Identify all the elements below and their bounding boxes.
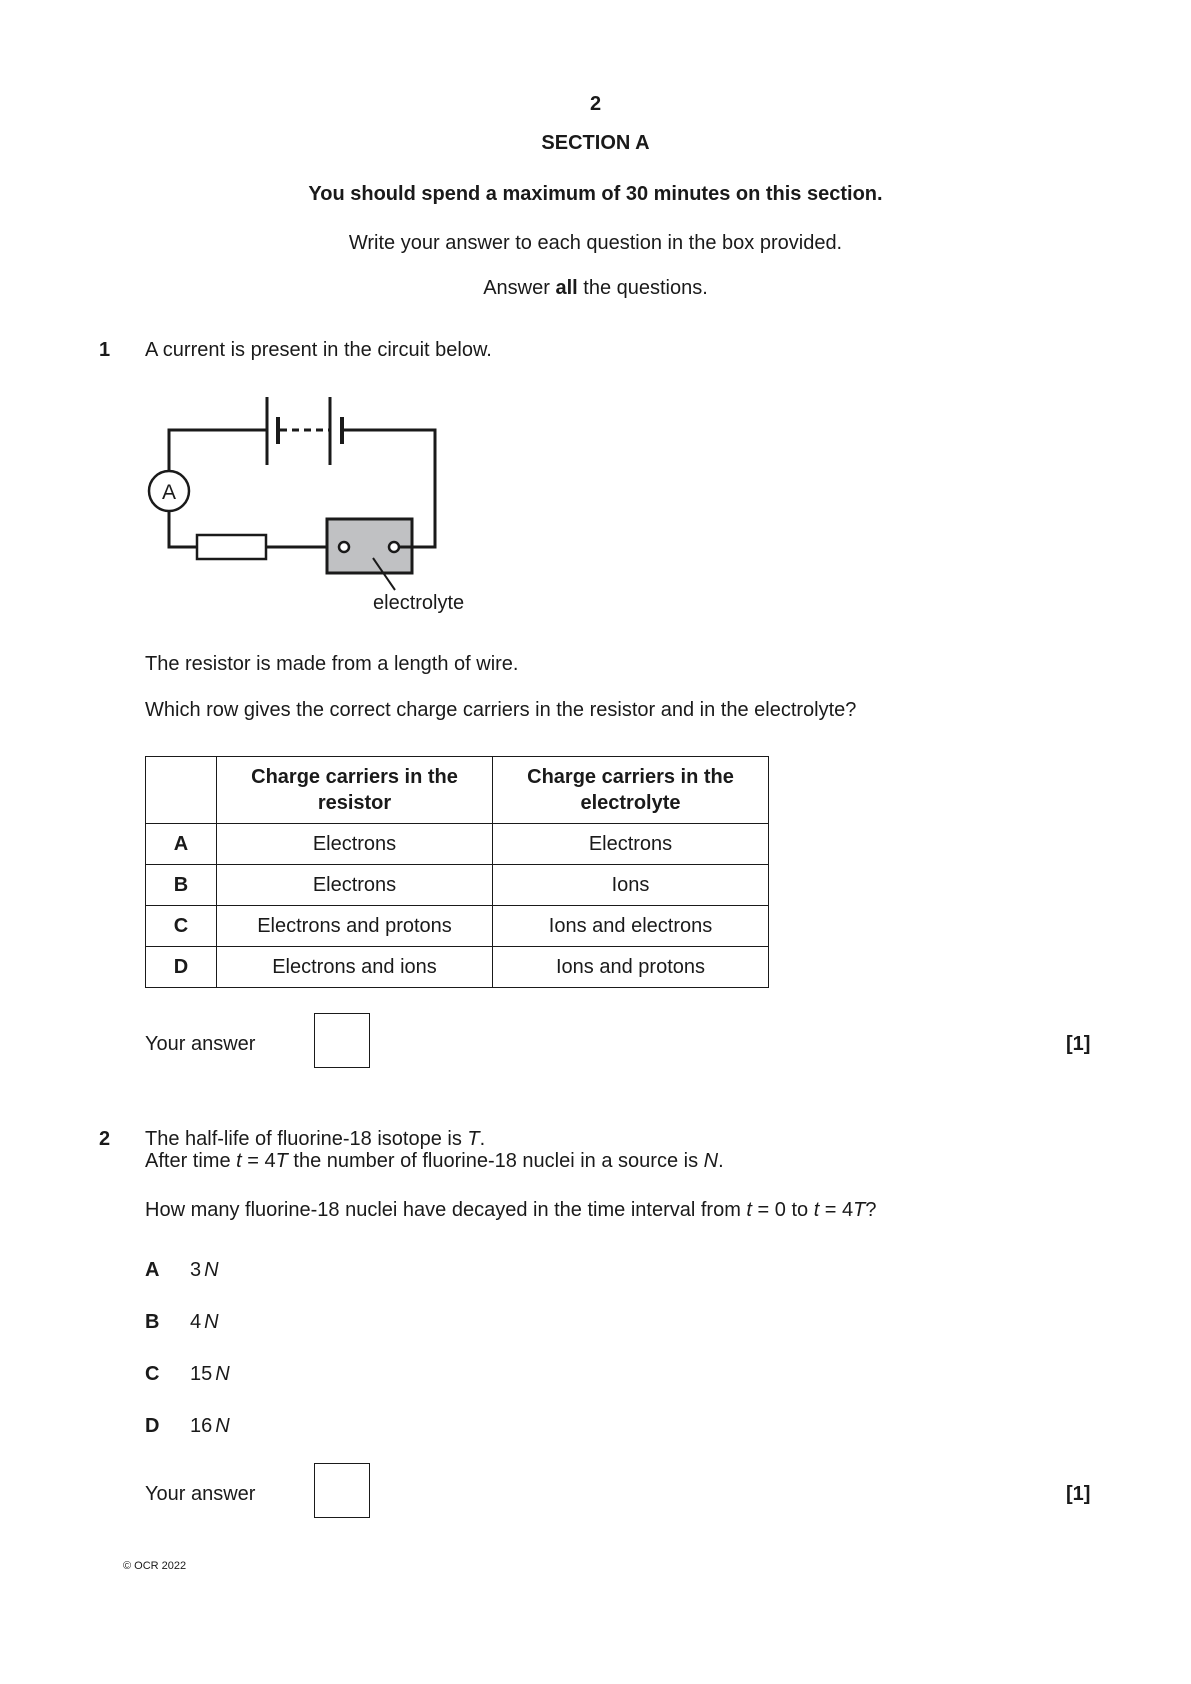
q2-line1-text: The half-life of fluorine-18 isotope is [145, 1128, 468, 1150]
question-2-marks: [1] [1066, 1483, 1091, 1505]
table-header-blank [146, 757, 217, 824]
option-d [145, 1416, 230, 1436]
charge-carriers-table [145, 756, 769, 988]
option-letter: B [145, 1311, 160, 1333]
q2-line2-text-a: After time [145, 1150, 237, 1172]
q2-var-N: N [703, 1150, 719, 1172]
wire-left-bottom [169, 511, 197, 547]
question-1-answer-label: Your answer [145, 1033, 256, 1055]
electrolyte-carriers: Ions and electrons [493, 906, 769, 947]
answer-all-suffix: the questions. [577, 277, 708, 299]
option-a [145, 1260, 219, 1280]
row-label: D [146, 947, 217, 988]
option-variable: N [204, 1259, 219, 1281]
question-1-context: The resistor is made from a length of wire. [145, 653, 519, 675]
option-coefficient: 16 [190, 1415, 213, 1437]
q2-var-T: T [275, 1150, 288, 1172]
row-label: B [146, 865, 217, 906]
table-row [146, 824, 769, 865]
q2-prompt-text-c: = 4 [819, 1199, 854, 1221]
q2-var-t: t [746, 1199, 752, 1221]
answer-all-prefix: Answer [483, 277, 556, 299]
copyright-footer: © OCR 2022 [123, 1560, 187, 1572]
option-b [145, 1312, 219, 1332]
electrolyte-label: electrolyte [373, 592, 465, 614]
table-header-electrolyte: Charge carriers in the electrolyte [493, 757, 769, 824]
option-variable: N [204, 1311, 219, 1333]
answer-all-emphasis: all [555, 277, 578, 299]
resistor-carriers: Electrons and protons [217, 906, 493, 947]
row-label: C [146, 906, 217, 947]
wire-top-left [169, 430, 267, 470]
q2-line2-text-b: = 4 [241, 1150, 276, 1172]
table-row [146, 947, 769, 988]
page-number: 2 [589, 93, 602, 115]
option-variable: N [215, 1363, 230, 1385]
q2-prompt-end: ? [865, 1199, 877, 1221]
q2-var-T: T [853, 1199, 866, 1221]
question-1-number: 1 [99, 339, 111, 361]
question-1-answer-box[interactable] [314, 1013, 370, 1068]
option-coefficient: 4 [190, 1311, 202, 1333]
q2-var-t: t [813, 1199, 820, 1221]
q2-line2-end: . [718, 1150, 724, 1172]
resistor-symbol [197, 535, 266, 559]
electrolyte-carriers: Electrons [493, 824, 769, 865]
q2-line1-end: . [479, 1128, 486, 1150]
q2-line2-text-c: the number of fluorine-18 nuclei in a source is [287, 1150, 704, 1172]
question-2-line-2 [145, 1151, 724, 1171]
q2-prompt-text-b: = 0 to [751, 1199, 814, 1221]
q2-var-t: t [236, 1150, 242, 1172]
question-1-prompt: Which row gives the correct charge carriers in the resistor and in the electrolyte? [145, 699, 857, 721]
ammeter-label: A [161, 481, 177, 504]
table-row [146, 906, 769, 947]
section-title: SECTION A [541, 132, 650, 154]
time-instruction: You should spend a maximum of 30 minutes on this section. [308, 183, 883, 205]
question-1-stem: A current is present in the circuit below. [145, 339, 492, 361]
q2-var-T: T [467, 1128, 480, 1150]
circuit-diagram [0, 0, 1191, 640]
question-2-answer-label: Your answer [145, 1483, 256, 1505]
table-header-row [146, 757, 769, 824]
option-variable: N [215, 1415, 230, 1437]
electrolyte-carriers: Ions and protons [493, 947, 769, 988]
option-letter: C [145, 1363, 160, 1385]
box-instruction: Write your answer to each question in the box provided. [348, 232, 843, 254]
electrode-left [339, 542, 349, 552]
resistor-carriers: Electrons [217, 824, 493, 865]
option-letter: A [145, 1259, 160, 1281]
question-2-line-1 [145, 1129, 485, 1149]
electrolyte-carriers: Ions [493, 865, 769, 906]
question-1-marks: [1] [1066, 1033, 1091, 1055]
question-2-prompt [145, 1200, 877, 1220]
question-2-number: 2 [99, 1128, 111, 1150]
option-coefficient: 3 [190, 1259, 202, 1281]
option-letter: D [145, 1415, 160, 1437]
electrode-right [389, 542, 399, 552]
option-c [145, 1364, 230, 1384]
question-2-answer-box[interactable] [314, 1463, 370, 1518]
row-label: A [146, 824, 217, 865]
resistor-carriers: Electrons [217, 865, 493, 906]
option-coefficient: 15 [190, 1363, 213, 1385]
table-header-resistor: Charge carriers in the resistor [217, 757, 493, 824]
table-row [146, 865, 769, 906]
q2-prompt-text-a: How many fluorine-18 nuclei have decayed in the time interval from [145, 1199, 747, 1221]
resistor-carriers: Electrons and ions [217, 947, 493, 988]
